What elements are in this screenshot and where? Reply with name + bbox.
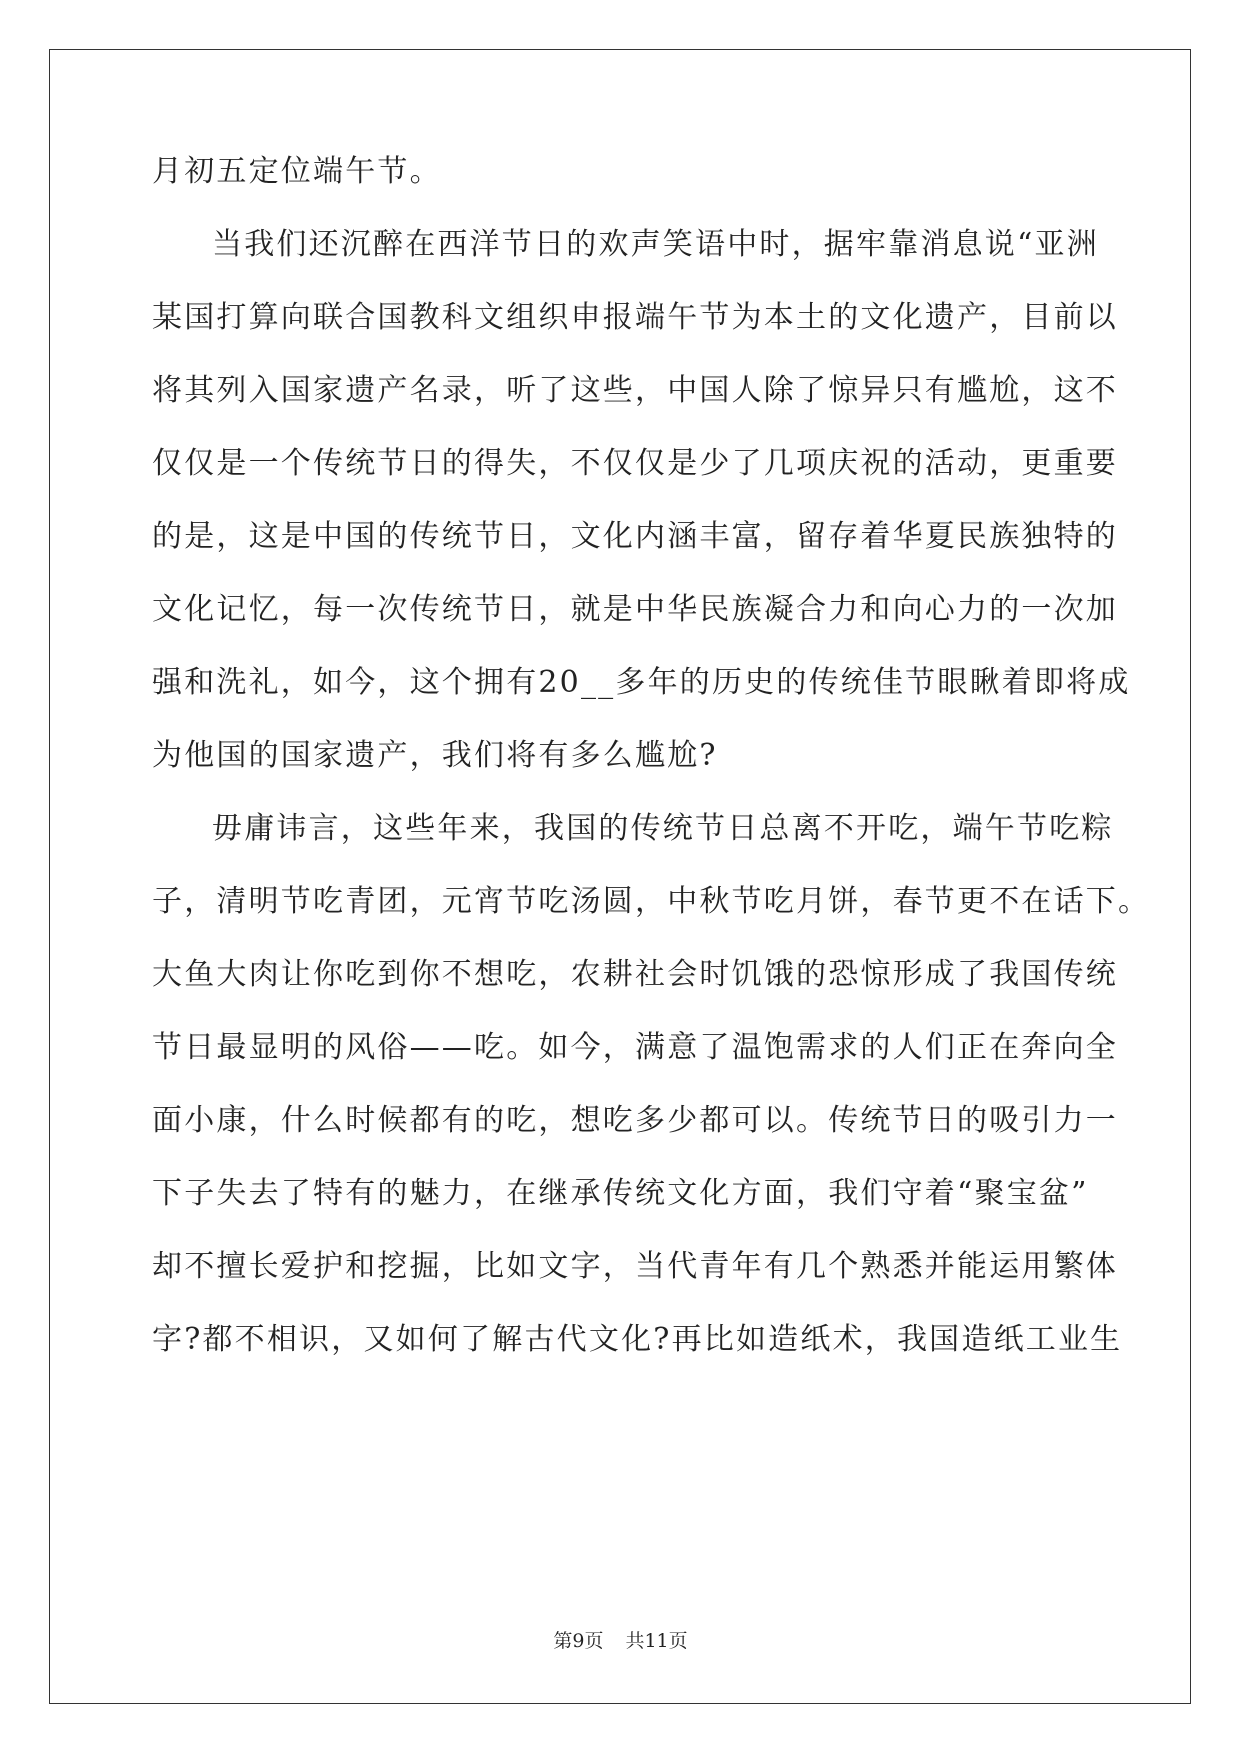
text-line: 仅仅是一个传统节日的得失，不仅仅是少了几项庆祝的活动，更重要 — [152, 446, 1118, 481]
text-line: 面小康，什么时候都有的吃，想吃多少都可以。传统节日的吸引力一 — [152, 1103, 1118, 1138]
text-line: 当我们还沉醉在西洋节日的欢声笑语中时，据牢靠消息说“亚洲 — [212, 227, 1099, 262]
text-line: 将其列入国家遗产名录，听了这些，中国人除了惊异只有尴尬，这不 — [152, 373, 1118, 408]
page-border — [49, 49, 1191, 1704]
text-line: 大鱼大肉让你吃到你不想吃，农耕社会时饥饿的恐惊形成了我国传统 — [152, 957, 1118, 992]
text-line: 节日最显明的风俗——吃。如今，满意了温饱需求的人们正在奔向全 — [152, 1030, 1118, 1065]
text-line: 文化记忆，每一次传统节日，就是中华民族凝合力和向心力的一次加 — [152, 592, 1118, 627]
text-line: 为他国的国家遗产，我们将有多么尴尬? — [152, 738, 718, 773]
page-number: 第9页 — [553, 1630, 604, 1652]
text-line: 月初五定位端午节。 — [152, 154, 442, 189]
text-line: 却不擅长爱护和挖掘，比如文字，当代青年有几个熟悉并能运用繁体 — [152, 1249, 1118, 1284]
text-line: 强和洗礼，如今，这个拥有20__多年的历史的传统佳节眼瞅着即将成 — [152, 665, 1131, 700]
text-line: 字?都不相识，又如何了解古代文化?再比如造纸术，我国造纸工业生 — [152, 1322, 1123, 1357]
page-footer — [0, 1632, 1241, 1651]
text-line: 子，清明节吃青团，元宵节吃汤圆，中秋节吃月饼，春节更不在话下。 — [152, 884, 1151, 919]
text-line: 某国打算向联合国教科文组织申报端午节为本土的文化遗产，目前以 — [152, 300, 1118, 335]
text-line: 的是，这是中国的传统节日，文化内涵丰富，留存着华夏民族独特的 — [152, 519, 1118, 554]
page-total: 共11页 — [625, 1630, 688, 1652]
text-line: 毋庸讳言，这些年来，我国的传统节日总离不开吃，端午节吃粽 — [212, 811, 1114, 846]
text-line: 下子失去了特有的魅力，在继承传统文化方面，我们守着“聚宝盆” — [152, 1176, 1089, 1211]
